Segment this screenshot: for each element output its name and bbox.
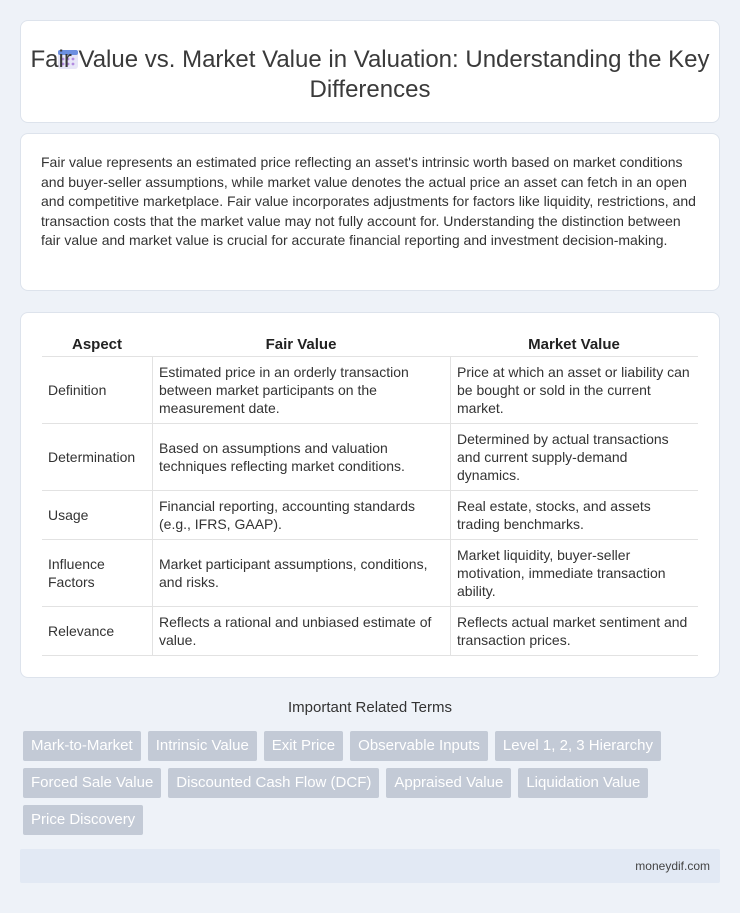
table-row [42,607,698,656]
market-value-cell: Market liquidity, buyer-seller motivation, immediate transaction ability. [450,540,698,607]
header-fair-value: Fair Value [152,336,450,357]
related-terms-title: Important Related Terms [288,699,452,716]
header-aspect: Aspect [42,336,152,357]
related-term-tag[interactable]: Liquidation Value [518,768,648,798]
footer [20,849,720,883]
aspect-cell: Influence Factors [42,540,152,607]
intro-card [20,133,720,291]
intro-paragraph: Fair value represents an estimated price reflecting an asset's intrinsic worth based on market conditions and buyer-seller assumptions, while market value denotes the actual price an asset can fetch in an open and competitive marketplace. Fair value incorporates adjustments for factors like liquidity, restrictions, and transaction costs that the market value may not fully account for. Understanding the distinction between fair value and market value is crucial for accurate financial reporting and investment decision-making. [41,154,696,249]
related-term-tag[interactable]: Level 1, 2, 3 Hierarchy [495,731,661,761]
footer-site-link[interactable]: moneydif.com [635,859,710,873]
related-term-tag[interactable]: Appraised Value [386,768,511,798]
comparison-table [42,336,698,656]
fair-value-cell: Market participant assumptions, conditions, and risks. [152,540,450,607]
related-term-tag[interactable]: Price Discovery [23,805,143,835]
related-term-tag[interactable]: Forced Sale Value [23,768,161,798]
title-card [20,20,720,123]
fair-value-cell: Reflects a rational and unbiased estimate of value. [152,607,450,656]
fair-value-cell: Estimated price in an orderly transaction between market participants on the measurement date. [152,357,450,424]
related-term-tag[interactable]: Observable Inputs [350,731,488,761]
table-row [42,540,698,607]
related-term-tag[interactable]: Exit Price [264,731,343,761]
related-terms-list [23,731,703,835]
market-value-cell: Real estate, stocks, and assets trading benchmarks. [450,491,698,540]
table-row [42,491,698,540]
market-value-cell: Determined by actual transactions and current supply-demand dynamics. [450,424,698,491]
table-row [42,424,698,491]
aspect-cell: Usage [42,491,152,540]
table-row [42,357,698,424]
related-term-tag[interactable]: Discounted Cash Flow (DCF) [168,768,379,798]
aspect-cell: Relevance [42,607,152,656]
market-value-cell: Reflects actual market sentiment and transaction prices. [450,607,698,656]
aspect-cell: Definition [42,357,152,424]
page-title: Fair Value vs. Market Value in Valuation: Understanding the Key Differences [30,46,710,103]
fair-value-cell: Based on assumptions and valuation techniques reflecting market conditions. [152,424,450,491]
header-market-value: Market Value [450,336,698,357]
related-term-tag[interactable]: Intrinsic Value [148,731,257,761]
related-term-tag[interactable]: Mark-to-Market [23,731,141,761]
comparison-table-card [20,312,720,678]
table-header-row [42,336,698,357]
fair-value-cell: Financial reporting, accounting standards (e.g., IFRS, GAAP). [152,491,450,540]
market-value-cell: Price at which an asset or liability can be bought or sold in the current market. [450,357,698,424]
aspect-cell: Determination [42,424,152,491]
